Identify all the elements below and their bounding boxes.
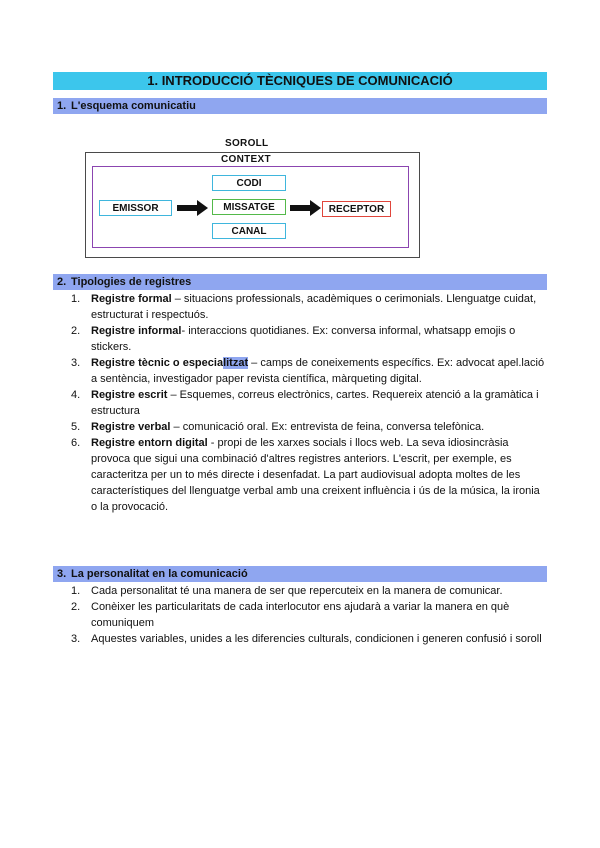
context-label: CONTEXT xyxy=(221,154,271,165)
section-header-personalitat xyxy=(53,566,547,582)
section-number: 2. xyxy=(57,276,67,288)
codi-box: CODI xyxy=(212,175,286,191)
list-item: 1. Cada personalitat té una manera de ser que repercuteix en la manera de comunicar. xyxy=(71,585,503,597)
communication-diagram xyxy=(85,138,420,258)
personalitat-list xyxy=(53,583,547,647)
soroll-label: SOROLL xyxy=(225,138,269,149)
list-item: 5. Registre verbal – comunicació oral. Ex: entrevista de feina, conversa telefònica. xyxy=(71,421,485,433)
section-header-esquema xyxy=(53,98,547,114)
receptor-box: RECEPTOR xyxy=(322,201,391,217)
document-title: 1. INTRODUCCIÓ TÈCNIQUES DE COMUNICACIÓ xyxy=(53,72,547,90)
canal-box: CANAL xyxy=(212,223,286,239)
section-number: 1. xyxy=(57,100,67,112)
emissor-box: EMISSOR xyxy=(99,200,172,216)
list-item: 6. Registre entorn digital - propi de les xarxes socials i llocs web. La seva idiosincràsia provoca que sigui una combinació d'altres registres anteriors. L'escrit, per exemple, es caracteritza per un to més directe i desenfadat. La part audiovisual adopta moltes de les característiques del llenguatge verbal amb una creixent influència i ús de la música, la ironia o la provocació. xyxy=(71,437,540,513)
highlighted-text: litzat xyxy=(223,357,249,369)
arrow-right-icon xyxy=(290,200,322,216)
list-item: 2. Conèixer les particularitats de cada interlocutor ens ajudarà a variar la manera en què comuniquem xyxy=(71,601,510,629)
registres-list xyxy=(53,291,547,515)
list-item: 2. Registre informal- interaccions quotidianes. Ex: conversa informal, whatsapp emojis o stickers. xyxy=(71,325,516,353)
section-number: 3. xyxy=(57,568,67,580)
section-title: La personalitat en la comunicació xyxy=(71,568,248,580)
list-item: 3. Aquestes variables, unides a les diferencies culturals, condicionen i generen confusió i soroll xyxy=(71,633,542,645)
list-item: 4. Registre escrit – Esquemes, correus electrònics, cartes. Requereix atenció a la gramàtica i estructura xyxy=(71,389,539,417)
list-item: 1. Registre formal – situacions professionals, acadèmiques o cerimonials. Llenguatge cuidat, estructurat i respectuós. xyxy=(71,293,537,321)
section-title: Tipologies de registres xyxy=(71,276,192,288)
section-title: L'esquema comunicatiu xyxy=(71,100,196,112)
arrow-right-icon xyxy=(177,200,209,216)
section-header-tipologies xyxy=(53,274,547,290)
missatge-box: MISSATGE xyxy=(212,199,286,215)
list-item: 3. Registre tècnic o especialitzat – camps de coneixements específics. Ex: advocat apel.lació a sentència, investigador paper revista científica, màrqueting digital. xyxy=(71,357,545,385)
